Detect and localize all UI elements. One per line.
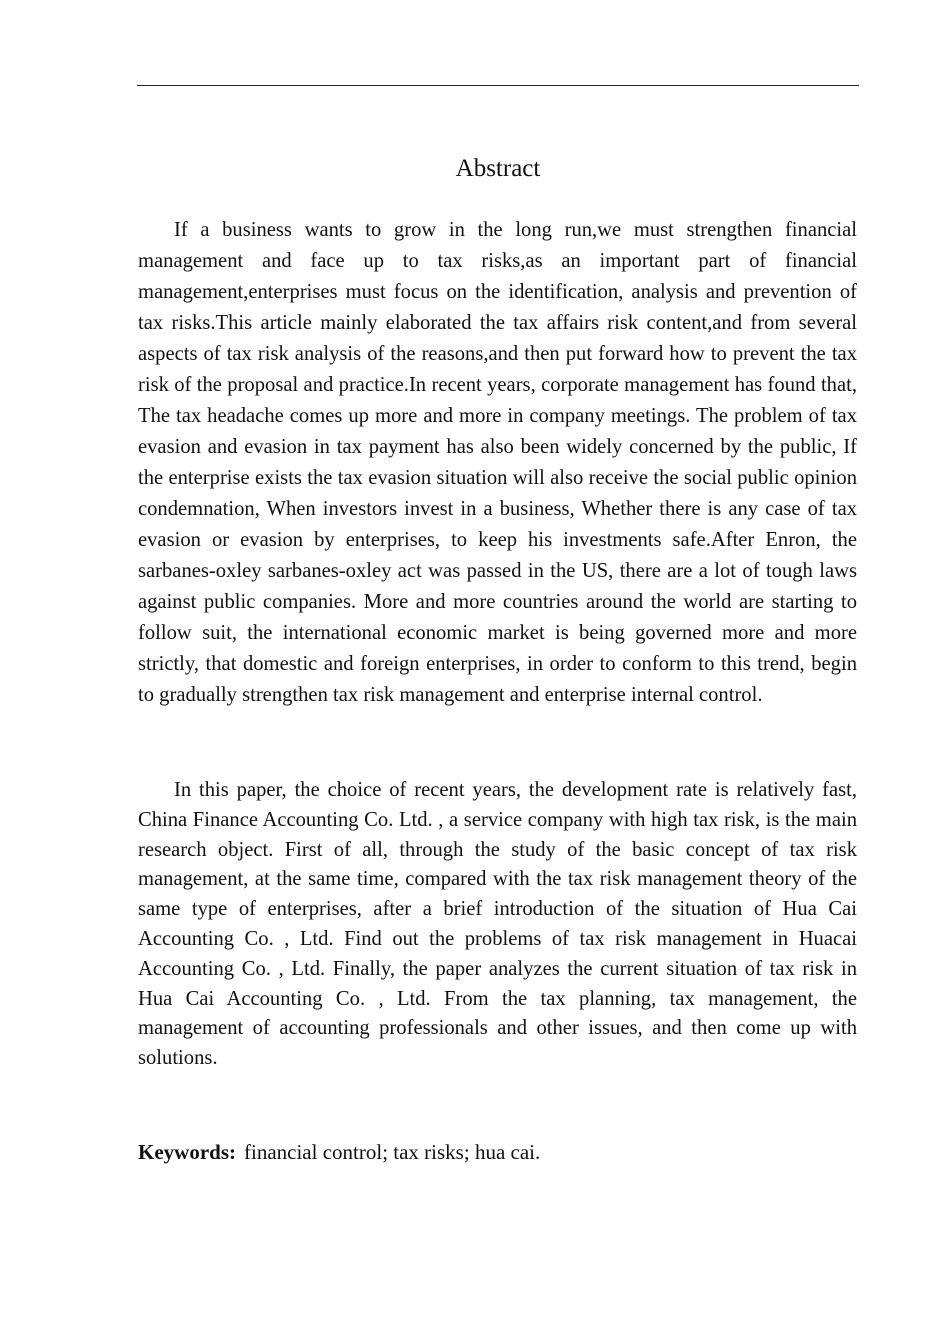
keywords-line bbox=[138, 1137, 857, 1167]
abstract-title: Abstract bbox=[455, 155, 541, 182]
abstract-paragraph-1: If a business wants to grow in the long run,we must strengthen financial management and face up to tax risks,as an important part of financial management,enterprises must focus on the identification, analysis and prevention of tax risks.This article mainly elaborated the tax affairs risk content,and from several aspects of tax risk analysis of the reasons,and then put forward how to prevent the tax risk of the proposal and practice.In recent years, corporate management has found that, The tax headache comes up more and more in company meetings. The problem of tax evasion and evasion in tax payment has also been widely concerned by the public, If the enterprise exists the tax evasion situation will also receive the social public opinion condemnation, When investors invest in a business, Whether there is any case of tax evasion or evasion by enterprises, to keep his investments safe.After Enron, the sarbanes-oxley sarbanes-oxley act was passed in the US, there are a lot of tough laws against public companies. More and more countries around the world are starting to follow suit, the international economic market is being governed more and more strictly, that domestic and foreign enterprises, in order to conform to this trend, begin to gradually strengthen tax risk management and enterprise internal control. bbox=[138, 219, 857, 706]
keywords-text: financial control; tax risks; hua cai. bbox=[244, 1140, 541, 1164]
keywords-label: Keywords: bbox=[138, 1140, 236, 1164]
header-rule bbox=[137, 85, 859, 86]
abstract-paragraph-2: In this paper, the choice of recent years, the development rate is relatively fast, China Finance Accounting Co. Ltd. , a service company with high tax risk, is the main research object. First of all, through the study of the basic concept of tax risk management, at the same time, compared with the tax risk management theory of the same type of enterprises, after a brief introduction of the situation of Hua Cai Accounting Co. , Ltd. Find out the problems of tax risk management in Huacai Accounting Co. , Ltd. Finally, the paper analyzes the current situation of tax risk in Hua Cai Accounting Co. , Ltd. From the tax planning, tax management, the management of accounting professionals and other issues, and then come up with solutions. bbox=[138, 779, 857, 1070]
